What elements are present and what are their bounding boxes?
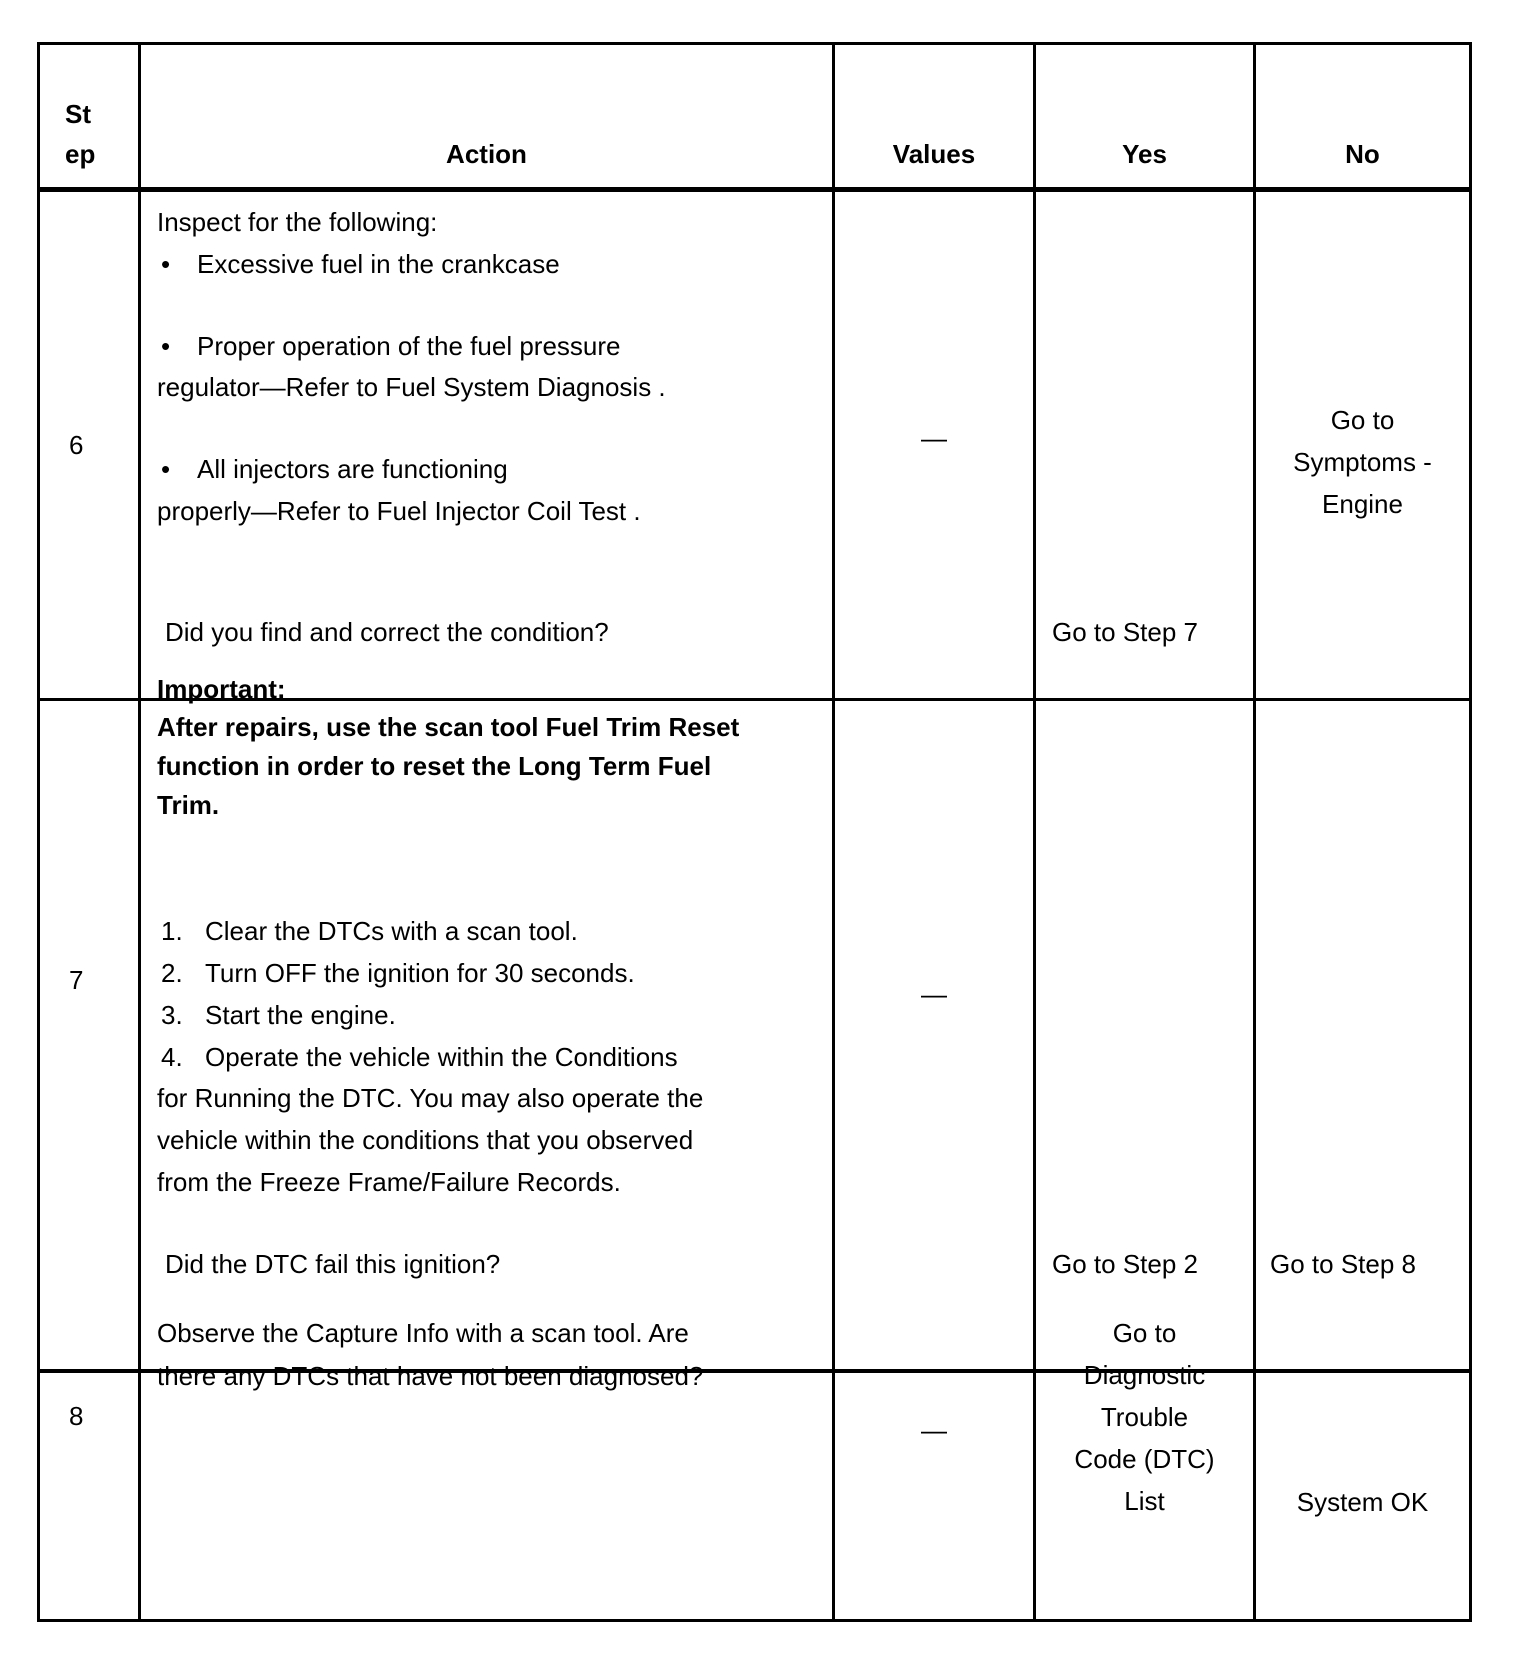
important-label: Important: (157, 674, 286, 704)
yes-result: Go to Step 2 (1052, 1249, 1198, 1279)
action-question: Did the DTC fail this ignition? (165, 1249, 501, 1279)
bullet-icon: • (161, 454, 171, 484)
bullet-continuation: properly—Refer to Fuel Injector Coil Test . (157, 496, 641, 526)
bullet-item: • All injectors are functioning (157, 447, 508, 491)
action-text: Observe the Capture Info with a scan tool. Are there any DTCs that have not been diagnosed? (157, 1318, 704, 1391)
bullet-item: • Proper operation of the fuel pressure (157, 324, 620, 368)
no-result: Go to Symptoms - Engine (1293, 405, 1432, 519)
procedure-step: 2. Turn OFF the ignition for 30 seconds. (161, 958, 635, 988)
diagnostic-table (37, 42, 1472, 1622)
header-bottom-border (37, 187, 1472, 192)
important-note: After repairs, use the scan tool Fuel Trim Reset function in order to reset the Long Term Fuel Trim. (157, 712, 740, 820)
procedure-continuation: for Running the DTC. You may also operate the vehicle within the conditions that you observed from the Freeze Frame/Failure Records. (157, 1083, 704, 1197)
step-number: 6 (69, 430, 84, 460)
bullet-item: • Excessive fuel in the crankcase (157, 242, 560, 286)
bullet-icon: • (161, 249, 171, 279)
values-dash: — (921, 979, 947, 1009)
action-intro: Inspect for the following: (157, 207, 438, 237)
step-number: 7 (69, 965, 84, 995)
col-border-step-action (138, 42, 141, 1622)
header-no: No (1345, 139, 1380, 169)
table-top-border (37, 42, 1472, 45)
col-border-yes-no (1253, 42, 1256, 1622)
yes-result: Go to Diagnostic Trouble Code (DTC) List (1074, 1318, 1215, 1516)
header-values: Values (892, 139, 976, 169)
action-question: Did you find and correct the condition? (165, 617, 609, 647)
values-dash: — (921, 423, 947, 453)
procedure-step: 1. Clear the DTCs with a scan tool. (161, 916, 578, 946)
col-border-left (37, 42, 40, 1622)
header-yes: Yes (1122, 139, 1167, 169)
step-number: 8 (69, 1401, 84, 1431)
yes-result: Go to Step 7 (1052, 617, 1198, 647)
values-dash: — (921, 1415, 947, 1445)
bullet-continuation: regulator—Refer to Fuel System Diagnosis . (157, 372, 666, 402)
header-action: Action (446, 139, 527, 169)
no-result: Go to Step 8 (1270, 1249, 1416, 1279)
bullet-icon: • (161, 331, 171, 361)
procedure-step: 4. Operate the vehicle within the Conditions (161, 1042, 678, 1072)
header-step: St ep (65, 99, 96, 169)
table-bottom-border (37, 1619, 1472, 1622)
col-border-action-values (832, 42, 835, 1622)
no-result: System OK (1296, 1487, 1429, 1517)
procedure-step: 3. Start the engine. (161, 1000, 396, 1030)
col-border-right (1469, 42, 1472, 1622)
